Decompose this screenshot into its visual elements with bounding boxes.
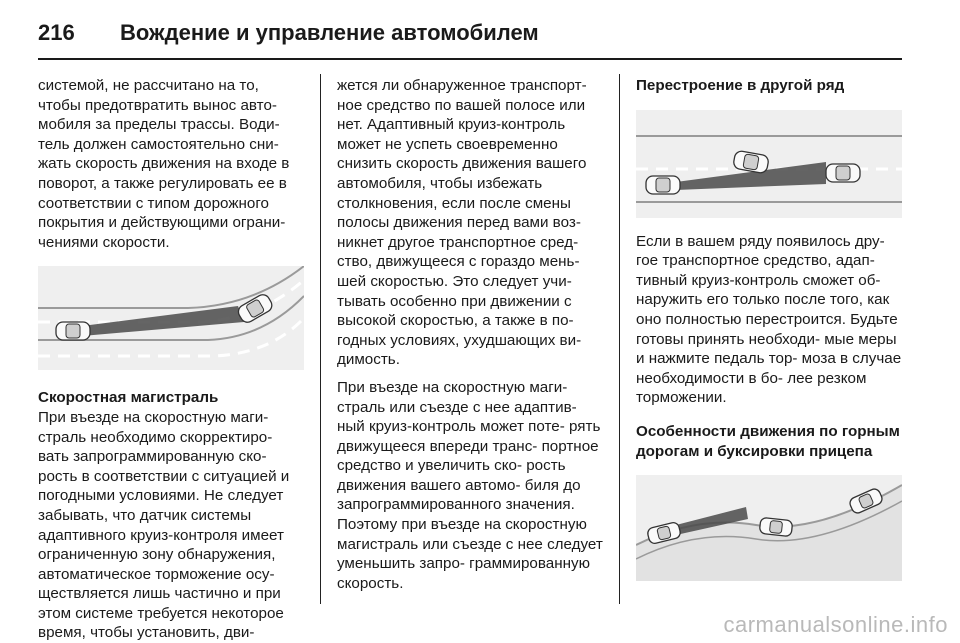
car-own — [646, 176, 680, 194]
column1-highway-text: При въезде на скоростную маги- страль необходимо скорректиро- вать запрограммированную ско- рость в соответствии с ситуацией и погодными условиями. Не следует забывать, что датчик системы адаптивного круиз-контроля имеет ограниченную зону обнаружения, автоматическое торможение осу- ществляется лишь частично и при этом системе требуется некоторое время, чтобы установить, дви- — [38, 408, 290, 642]
car-own — [56, 322, 90, 340]
car-ahead — [759, 517, 792, 536]
column-3 — [636, 76, 902, 581]
column3-lane-change-text: Если в вашем ряду появилось дру- гое транспортное средство, адап- тивный круиз-контроль сможет об- наружить его только после того, как оно полностью перестроится. Будьте готовы принять необходи- мые меры и нажмите педаль тор- моза в случае необходимости в бо- лее резком торможении. — [636, 232, 902, 407]
curve-road-illustration — [38, 266, 304, 370]
mountain-road-illustration — [636, 475, 902, 581]
page-header — [38, 12, 902, 62]
heading-lane-change: Перестроение в другой ряд — [636, 77, 845, 94]
column2-text-2: При въезде на скоростную маги- страль или съезде с нее адаптив- ный круиз-контроль может поте- рять движущееся впереди транс- портное средство и увеличить ско- рость движения вашего автомо- биля до запрограммированного значения. Поэтому при въезде на скоростную магистраль или съезде с нее следует уменьшить запро- граммированную скорость. — [337, 378, 603, 592]
page-number: 216 — [38, 20, 75, 45]
column-1 — [38, 76, 304, 643]
header-rule — [38, 58, 902, 60]
lane-change-illustration — [636, 110, 902, 218]
column-divider-left — [320, 74, 321, 604]
column2-text-1: жется ли обнаруженное транспорт- ное средство по вашей полосе или нет. Адаптивный круиз-контроль может не успеть своевременно снизить скорость движения вашего автомобиля, чтобы избежать столкновения, если после смены полосы движения перед вами воз- никнет другое транспортное сред- ство, движущееся с гораздо мень- шей скоростью. Это следует учи- тывать особенно при движении с высокой скоростью, а также в по- годных условиях, ухудшающих ви- димость. — [337, 77, 587, 369]
column-divider-right — [619, 74, 620, 604]
watermark: carmanualsonline.info — [723, 612, 948, 637]
page-title: Вождение и управление автомобилем — [120, 20, 539, 45]
column-2 — [337, 76, 603, 593]
heading-mountain-roads: Особенности движения по горным дорогам и буксировки прицепа — [636, 422, 900, 460]
heading-highway: Скоростная магистраль — [38, 389, 219, 407]
column1-intro-text: системой, не рассчитано на то, чтобы предотвратить вынос авто- мобиля за пределы трассы. Води- тель должен самостоятельно сни- жать скорость движения на входе в поворот, а также регулировать ее в соответствии с типом дорожного покрытия и действующими ограни- чениями скорости. — [38, 77, 290, 251]
car-ahead — [826, 164, 860, 182]
